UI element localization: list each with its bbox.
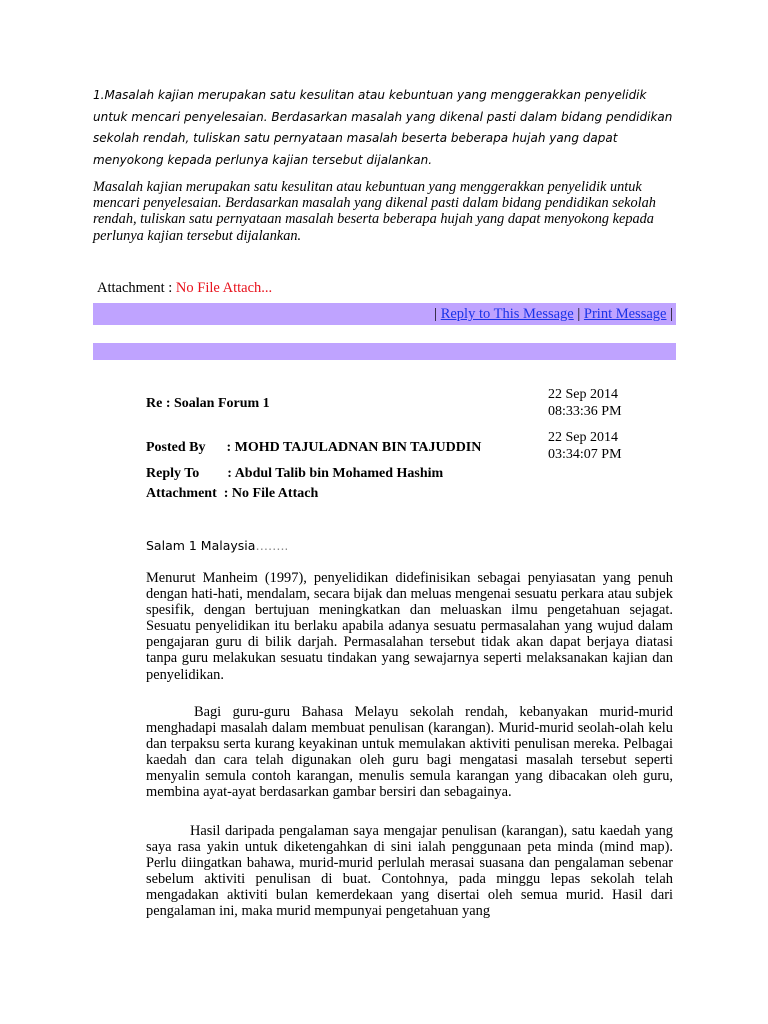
post-subject: Re : Soalan Forum 1 <box>146 396 270 411</box>
body-paragraph-1: Menurut Manheim (1997), penyelidikan didefinisikan sebagai penyiasatan yang penuh dengan hati-hati, mendalam, secara bijak dan meluas mengenai sesuatu perkara atau subjek spesifik, dengan bertujuan meningkatkan dan meluaskan ilmu pengetahuan sejagat. Sesuatu penyelidikan itu berlaku apabila adanya sesuatu permasalahan yang wujud dalam pengajaran guru di bilik darjah. Permasalahan tersebut tidak akan dapat berjaya diatasi tanpa guru melakukan sesuatu tindakan yang sewajarnya seperti melaksanakan kajian dan penyelidikan. <box>146 570 673 683</box>
body-paragraph-2: Bagi guru-guru Bahasa Melayu sekolah rendah, kebanyakan murid-murid menghadapi masalah dalam membuat penulisan (karangan). Murid-murid seolah-olah kelu dan terpaksu serta kurang keyakinan untuk memulakan aktiviti penulisan mereka. Pelbagai kaedah dan cara telah digunakan oleh guru bagi mengatasi masalah tersebut seperti menyalin semula contoh karangan, menulis semula karangan yang dibacakan oleh guru, membina ayat-ayat berdasarkan gambar bersiri dan sebagainya. <box>146 704 673 801</box>
post-date-day: 22 Sep 2014 <box>548 387 618 402</box>
posted-date-day: 22 Sep 2014 <box>548 430 618 445</box>
attachment-value: No File Attach... <box>175 280 273 296</box>
reply-to-message-link[interactable]: Reply to This Message <box>440 306 574 322</box>
greeting <box>146 537 288 555</box>
posted-date-time: 03:34:07 PM <box>548 446 622 462</box>
separator: | <box>670 306 673 322</box>
post-date-time: 08:33:36 PM <box>548 403 622 419</box>
action-bar <box>93 303 676 325</box>
body-paragraph-3: Hasil daripada pengalaman saya mengajar penulisan (karangan), satu kaedah yang saya rasa yakin untuk diketengahkan di sini ialah penggunaan peta minda (mind map). Perlu diingatkan bahawa, murid-murid perlulah merasai suasana dan pengalaman sebenar sebelum aktiviti penulisan di buat. Contohnya, pada minggu lepas sekolah telah mengadakan aktiviti bulan kemerdekaan yang disertai oleh semua murid. Hasil dari pengalaman ini, maka murid mempunyai pengetahuan yang <box>146 823 673 920</box>
greeting-text: Salam 1 Malaysia <box>146 538 256 553</box>
separator: | <box>577 306 581 322</box>
action-links <box>434 305 673 323</box>
question-text-sans: 1.Masalah kajian merupakan satu kesulitan atau kebuntuan yang menggerakkan penyelidik untuk mencari penyelesaian. Berdasarkan masalah yang dikenal pasti dalam bidang pendidikan sekolah rendah, tuliskan satu pernyataan masalah beserta beberapa hujah yang dapat menyokong kepada perlunya kajian tersebut dijalankan. <box>93 88 673 167</box>
post-attachment: Attachment : No File Attach <box>146 486 319 501</box>
attachment-line <box>97 279 272 297</box>
attachment-label: Attachment : <box>97 280 176 296</box>
posted-date <box>548 430 622 463</box>
posted-by: Posted By : MOHD TAJULADNAN BIN TAJUDDIN <box>146 440 482 455</box>
divider-bar <box>93 343 676 360</box>
separator: | <box>434 306 438 322</box>
post-date <box>548 387 622 420</box>
greeting-dots: …….. <box>255 538 289 553</box>
question-text-serif: Masalah kajian merupakan satu kesulitan atau kebuntuan yang menggerakkan penyelidik untuk mencari penyelesaian. Berdasarkan masalah yang dikenal pasti dalam bidang pendidikan sekolah rendah, tuliskan satu pernyataan masalah beserta beberapa hujah yang dapat menyokong kepada perlunya kajian tersebut dijalankan. <box>93 179 656 244</box>
print-message-link[interactable]: Print Message <box>583 306 667 322</box>
reply-to: Reply To : Abdul Talib bin Mohamed Hashim <box>146 466 444 481</box>
